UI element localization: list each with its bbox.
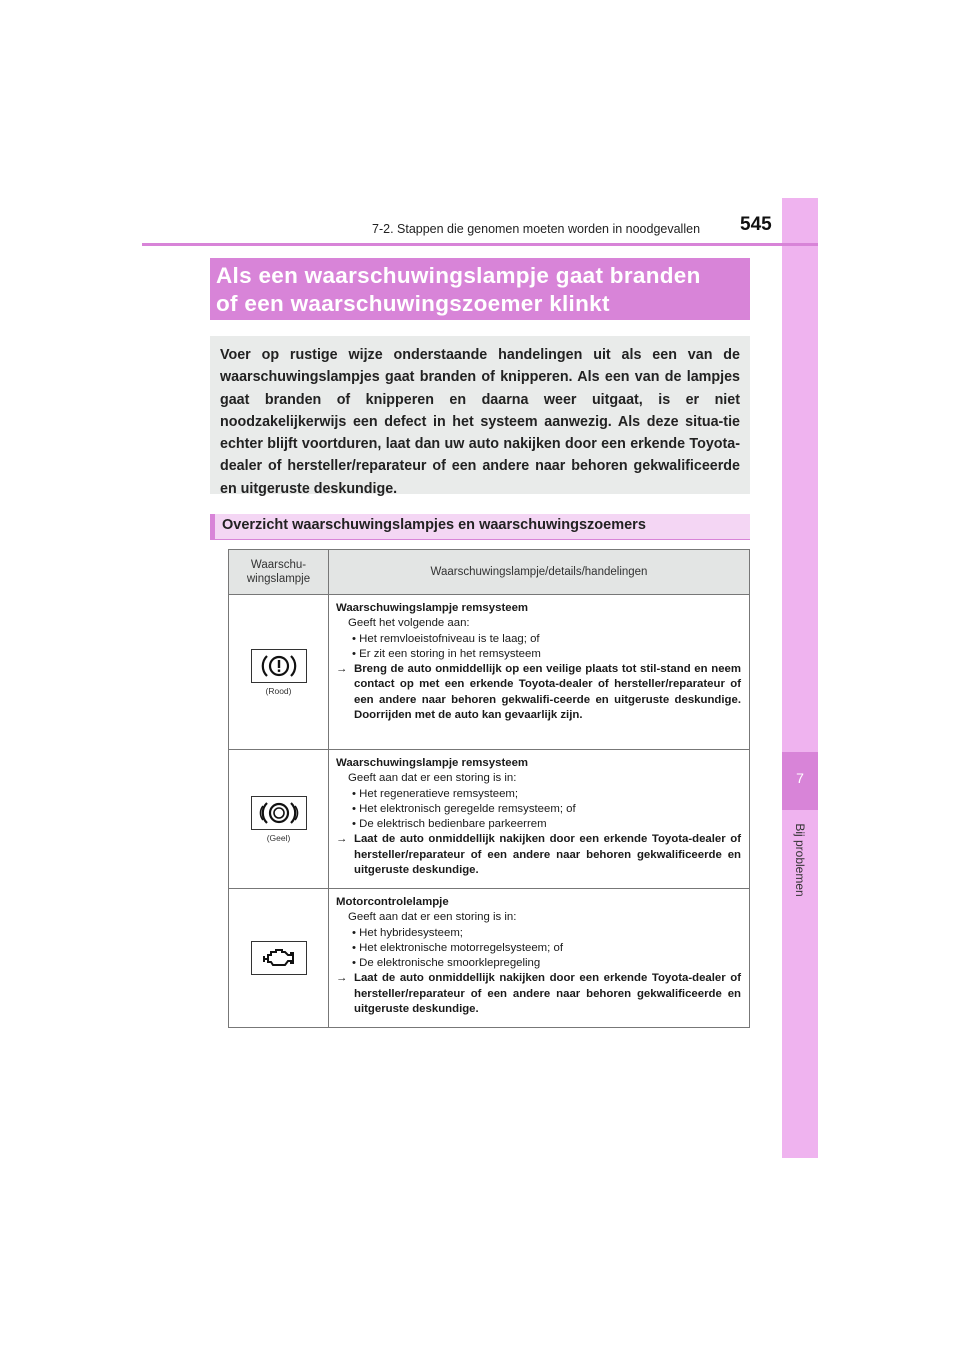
lamp-action: → Laat de auto onmiddellijk nakijken door een erkende Toyota-dealer of hersteller/reparateur of een andere naar behoren gekwalificeerde en uitgeruste deskundige. [336, 972, 741, 1016]
lamp-details [329, 750, 750, 889]
col-header-lamp: Waarschu- wingslampje [229, 550, 329, 595]
chapter-side-tab [782, 198, 818, 1158]
list-item: • De elektrisch bedienbare parkeerrem [352, 818, 547, 831]
lamp-indication: Geeft het volgende aan: [348, 617, 470, 630]
brake-warning-icon [251, 649, 307, 683]
list-item: • Het elektronisch geregelde remsysteem; of [352, 802, 576, 815]
arrow-icon: → [336, 972, 348, 985]
lamp-details [329, 595, 750, 750]
intro-text: Voer op rustige wijze onderstaande handelingen uit als een van de waarschuwingslampjes gaat branden of knipperen. Als een van de lampjes gaat branden of knipperen en daarna weer uitgaat, is er niet noodzakelijkerwijs een defect in het systeem aanwezig. Als deze situa-tie echter blijft voortduren, laat dan uw auto nakijken door een erkende Toyota-dealer of hersteller/reparateur of een andere naar behoren gekwalificeerde en uitgeruste deskundige. [220, 347, 740, 497]
list-item: • Het remvloeistofniveau is te laag; of [352, 632, 540, 645]
list-item: • Het elektronische motorregelsysteem; of [352, 941, 564, 954]
arrow-icon: → [336, 833, 348, 846]
lamp-action: → Breng de auto onmiddellijk op een veilige plaats tot stil-stand en neem contact op met een erkende Toyota-dealer of hersteller/reparateur of een andere naar behoren gekwalifi-ceerde en uitgeruste deskundige. Doorrijden met de auto kan gevaarlijk zijn. [336, 663, 741, 722]
page-title-line-1: Als een waarschuwingslampje gaat branden [216, 263, 701, 288]
running-header: 7-2. Stappen die genomen moeten worden in noodgevallen [372, 222, 701, 236]
page-title-line-2: of een waarschuwingszoemer klinkt [216, 291, 610, 316]
lamp-indication: Geeft aan dat er een storing is in: [348, 772, 517, 785]
arrow-icon: → [336, 663, 348, 676]
section-rule [210, 539, 750, 540]
lamp-cell [229, 595, 329, 750]
list-item: • Het hybridesysteem; [352, 926, 463, 939]
lamp-indication: Geeft aan dat er een storing is in: [348, 911, 517, 924]
page-number: 545 [740, 214, 772, 235]
col-header-details: Waarschuwingslampje/details/handelingen [329, 550, 750, 595]
list-item: • Er zit een storing in het remsysteem [352, 647, 541, 660]
table-header-row [229, 550, 750, 595]
lamp-color-label: (Geel) [266, 832, 291, 843]
table-row [229, 750, 750, 889]
lamp-action: → Laat de auto onmiddellijk nakijken door een erkende Toyota-dealer of hersteller/reparateur of een andere naar behoren gekwalificeerde en uitgeruste deskundige. [336, 833, 741, 877]
lamp-name: Waarschuwingslampje remsysteem [336, 602, 529, 614]
section-heading: Overzicht waarschuwingslampjes en waarschuwingszoemers [222, 517, 646, 533]
list-item: • Het regeneratieve remsysteem; [352, 787, 519, 800]
engine-icon [251, 941, 307, 975]
warning-lamp-table [228, 549, 750, 1028]
lamp-name: Motorcontrolelampje [336, 896, 449, 908]
chapter-number: 7 [782, 752, 818, 810]
brake-system-icon [251, 796, 307, 830]
chapter-label: Bij problemen [793, 823, 807, 897]
lamp-cell [229, 889, 329, 1028]
lamp-name: Waarschuwingslampje remsysteem [336, 757, 529, 769]
lamp-details [329, 889, 750, 1028]
lamp-cell [229, 750, 329, 889]
list-item: • De elektronische smoorklepregeling [352, 957, 541, 970]
table-row [229, 595, 750, 750]
table-row [229, 889, 750, 1028]
header-rule [142, 243, 818, 246]
lamp-color-label: (Rood) [265, 685, 292, 696]
